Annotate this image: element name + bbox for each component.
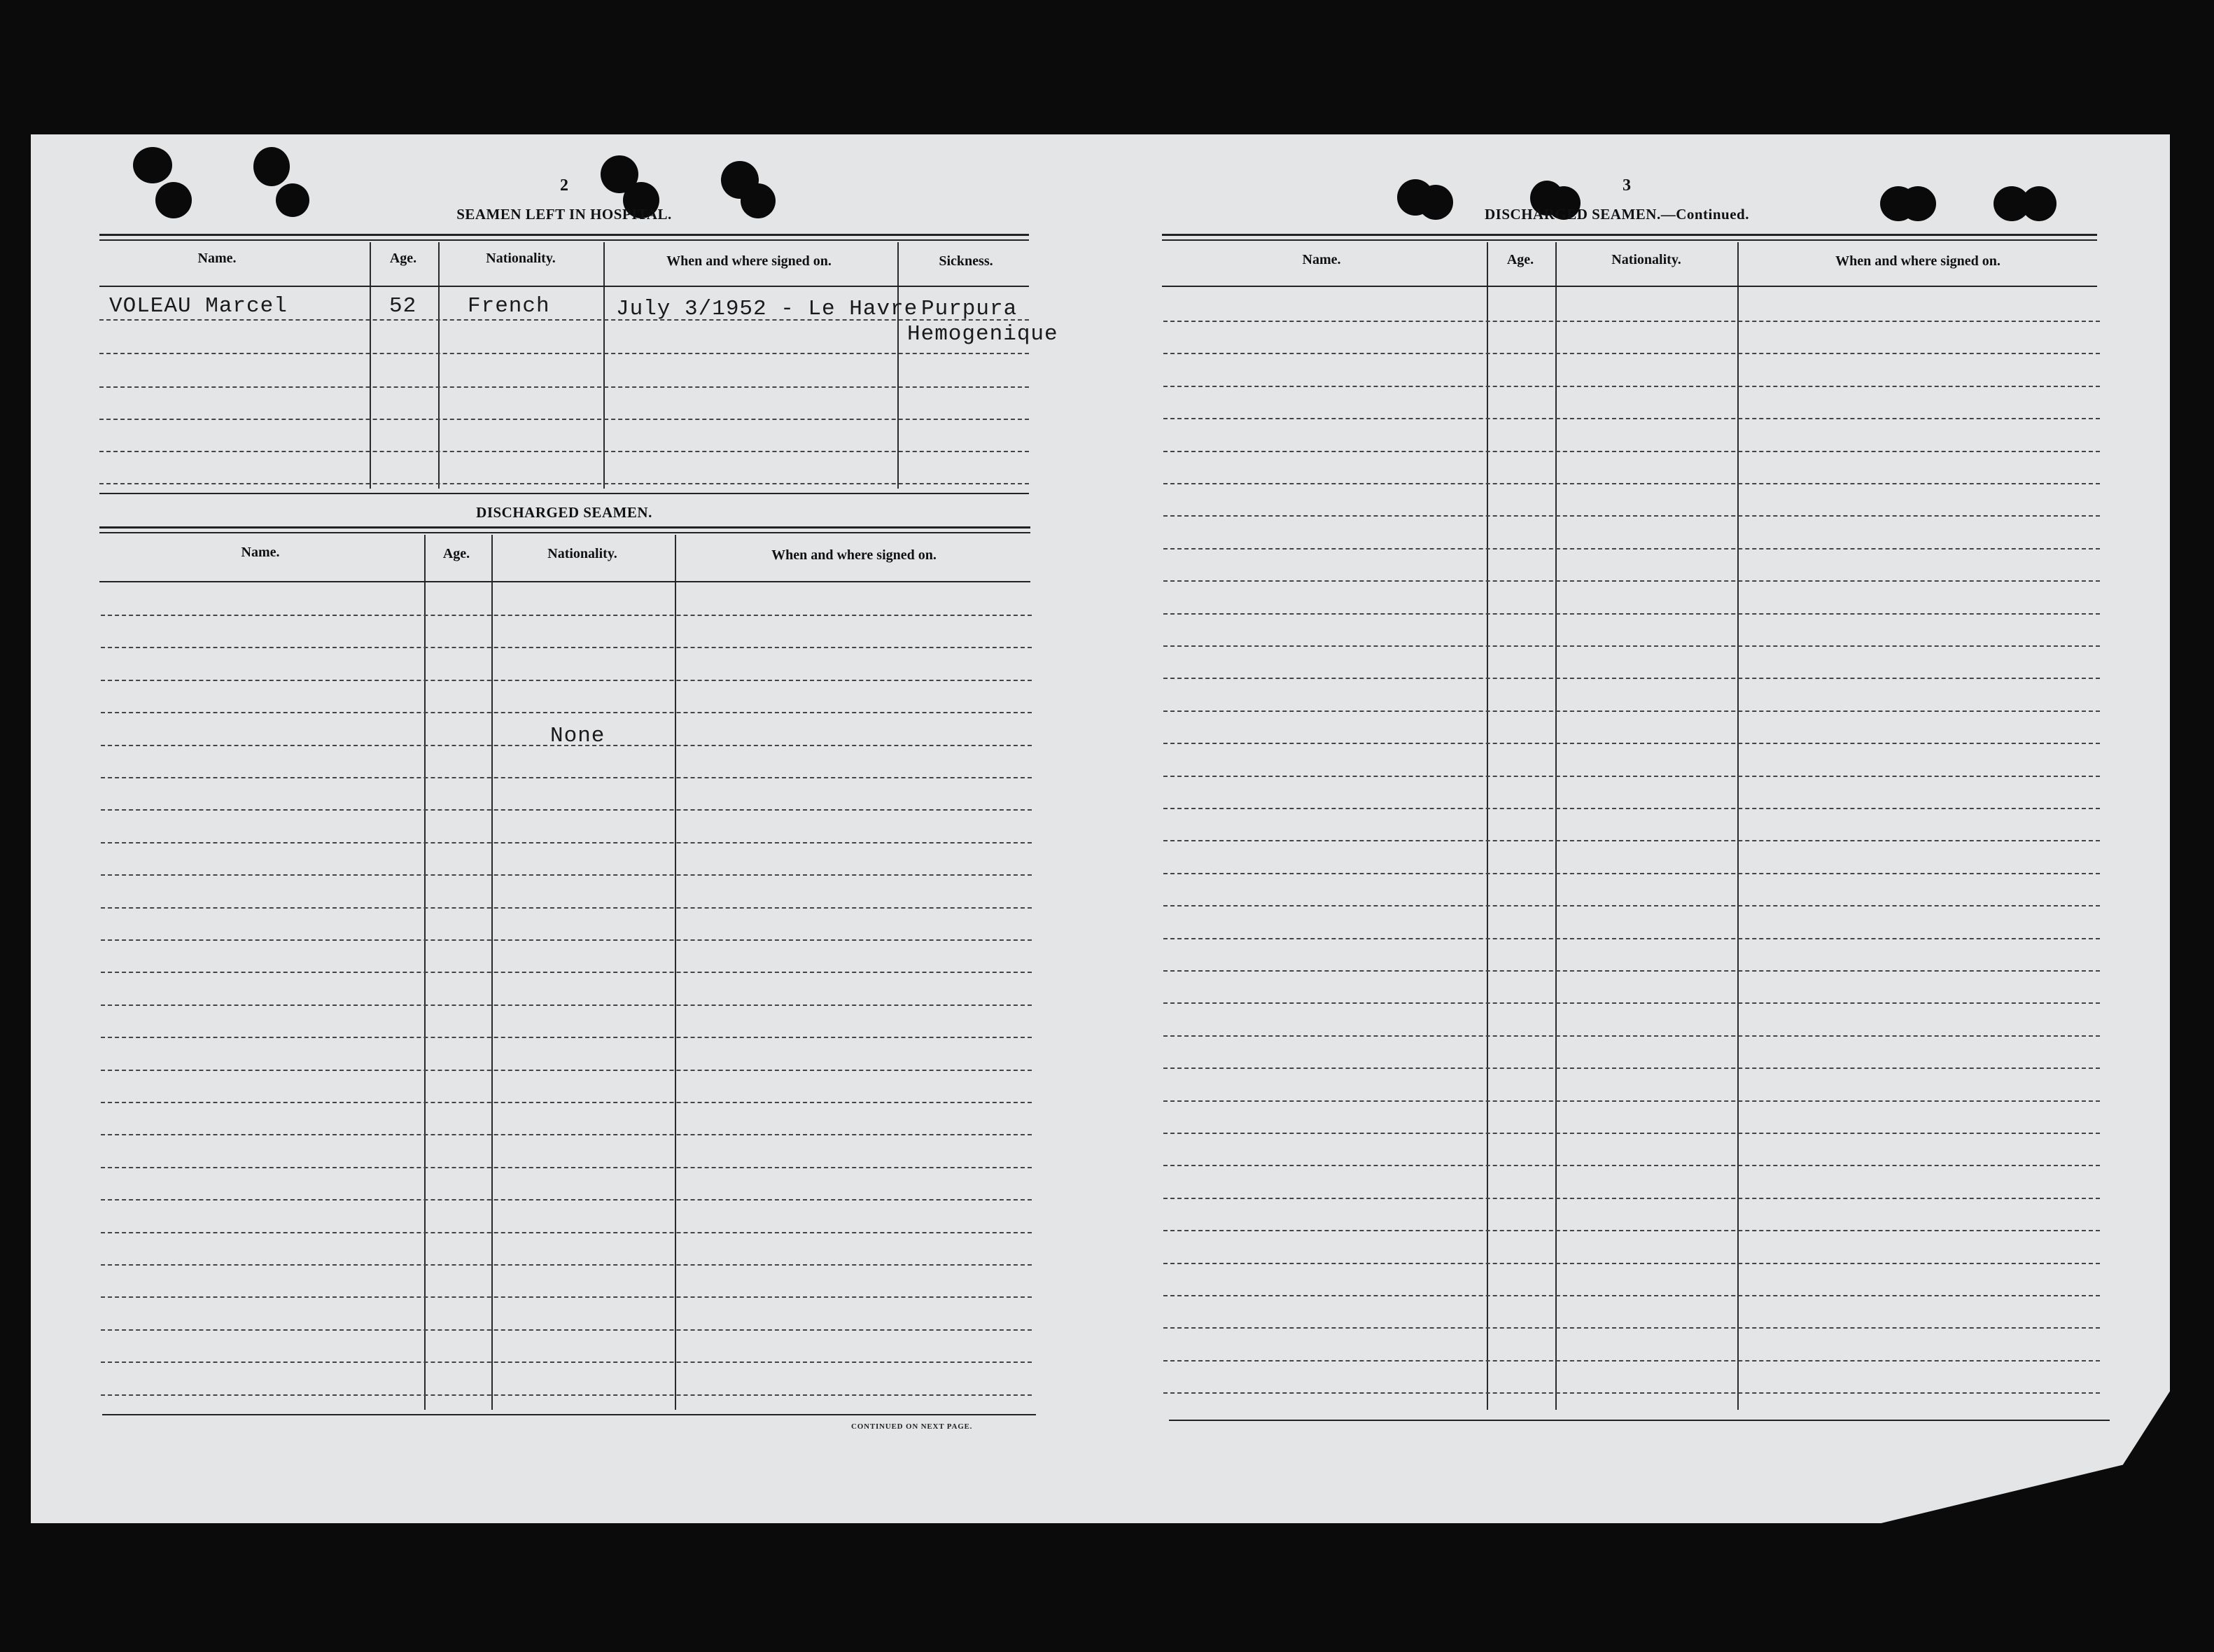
column-header-signed-on: When and where signed on.	[771, 547, 937, 563]
row-line	[1163, 1327, 2100, 1329]
right-top-rule-2	[1162, 239, 2097, 241]
column-header-name: Name.	[197, 251, 237, 266]
row-line	[1163, 645, 2100, 647]
hospital-top-rule-2	[99, 239, 1029, 241]
column-header-signed-on: When and where signed on.	[666, 253, 832, 269]
row-line	[101, 1134, 1032, 1135]
row-line	[1163, 613, 2100, 615]
discharged-continued-title: DISCHARGED SEAMEN.—Continued.	[1485, 206, 1749, 223]
right-top-rule	[1162, 234, 2097, 236]
discharged-top-rule-2	[99, 532, 1030, 533]
hospital-bottom-rule	[99, 493, 1029, 494]
row-line	[1163, 938, 2100, 939]
punch-hole	[155, 182, 192, 218]
row-line	[1163, 1068, 2100, 1069]
column-header-nationality: Nationality.	[547, 546, 617, 561]
row-line	[101, 809, 1032, 811]
row-line	[1163, 808, 2100, 809]
row-line	[101, 1167, 1032, 1168]
seaman-age: 52	[389, 294, 417, 318]
row-line	[101, 907, 1032, 909]
punch-hole	[1900, 186, 1936, 221]
header-underline	[99, 286, 1029, 287]
row-line	[1163, 710, 2100, 712]
row-line	[101, 972, 1032, 973]
column-header-nationality: Nationality.	[1611, 252, 1681, 267]
row-line	[101, 874, 1032, 876]
punch-hole	[133, 147, 172, 183]
row-line	[1163, 1295, 2100, 1296]
row-line	[1163, 873, 2100, 874]
column-header-age: Age.	[1506, 252, 1534, 267]
row-line	[101, 1362, 1032, 1363]
seaman-name: VOLEAU Marcel	[109, 294, 288, 318]
hospital-section-title: SEAMEN LEFT IN HOSPITAL.	[456, 206, 672, 223]
row-line	[101, 939, 1032, 941]
discharged-section-title: DISCHARGED SEAMEN.	[476, 504, 652, 521]
page-number: 2	[560, 176, 568, 195]
row-line	[101, 647, 1032, 648]
page-number: 3	[1623, 176, 1631, 195]
row-line	[1163, 580, 2100, 582]
row-line	[1163, 418, 2100, 419]
row-line	[101, 1232, 1032, 1233]
row-line	[99, 419, 1029, 420]
row-line	[1163, 386, 2100, 387]
row-line	[1163, 1002, 2100, 1004]
row-line	[99, 451, 1029, 452]
column-header-age: Age.	[442, 546, 470, 561]
row-line	[1163, 451, 2100, 452]
row-line	[1163, 840, 2100, 841]
row-line	[1163, 1263, 2100, 1264]
row-line	[1163, 1230, 2100, 1231]
row-line	[99, 353, 1029, 354]
row-line	[101, 1037, 1032, 1038]
column-header-sickness: Sickness.	[939, 253, 993, 269]
column-header-age: Age.	[389, 251, 417, 266]
discharged-top-rule	[99, 526, 1030, 528]
row-line	[1163, 1035, 2100, 1037]
row-line	[1163, 353, 2100, 354]
header-underline	[1162, 286, 2097, 287]
row-line	[101, 1070, 1032, 1071]
row-line	[101, 1102, 1032, 1103]
row-line	[101, 842, 1032, 844]
punch-hole	[2022, 186, 2057, 221]
row-line	[1163, 483, 2100, 484]
seaman-signed-on: July 3/1952 - Le Havre	[616, 297, 918, 321]
row-line	[1163, 1392, 2100, 1394]
column-header-name: Name.	[241, 545, 280, 560]
row-line	[1163, 515, 2100, 517]
document-page	[31, 134, 2170, 1523]
row-line	[1163, 776, 2100, 777]
punch-hole	[1418, 185, 1453, 220]
row-line	[1163, 548, 2100, 550]
seaman-sickness-line1: Purpura	[921, 297, 1018, 321]
punch-hole	[276, 183, 309, 217]
row-line	[1163, 743, 2100, 744]
row-line	[1163, 1100, 2100, 1102]
seaman-sickness-line2: Hemogenique	[907, 322, 1058, 346]
row-line	[1163, 970, 2100, 972]
row-line	[101, 777, 1032, 778]
row-line	[1163, 321, 2100, 322]
column-header-nationality: Nationality.	[486, 251, 556, 266]
row-line	[1163, 1360, 2100, 1362]
row-line	[101, 1264, 1032, 1266]
row-line	[99, 386, 1029, 388]
row-line	[1163, 1133, 2100, 1134]
discharged-bottom-rule	[102, 1414, 1036, 1415]
row-line	[1163, 905, 2100, 906]
row-line	[1163, 1165, 2100, 1166]
row-line	[101, 1004, 1032, 1006]
row-line	[101, 1199, 1032, 1200]
row-line	[101, 615, 1032, 616]
punch-hole	[741, 183, 776, 218]
row-line	[101, 1296, 1032, 1298]
row-line	[101, 1394, 1032, 1396]
row-line	[1163, 678, 2100, 679]
seaman-nationality: French	[468, 294, 550, 318]
none-entry: None	[550, 724, 605, 748]
row-line	[1163, 1198, 2100, 1199]
punch-hole	[253, 147, 290, 186]
row-line	[101, 1329, 1032, 1331]
header-underline	[99, 581, 1030, 582]
right-bottom-rule	[1169, 1420, 2110, 1421]
row-line	[101, 712, 1032, 713]
row-line	[101, 680, 1032, 681]
column-header-name: Name.	[1302, 252, 1341, 267]
column-header-signed-on: When and where signed on.	[1835, 253, 2001, 269]
row-line	[99, 483, 1029, 484]
hospital-top-rule	[99, 234, 1029, 236]
continued-footer: CONTINUED ON NEXT PAGE.	[851, 1422, 973, 1431]
